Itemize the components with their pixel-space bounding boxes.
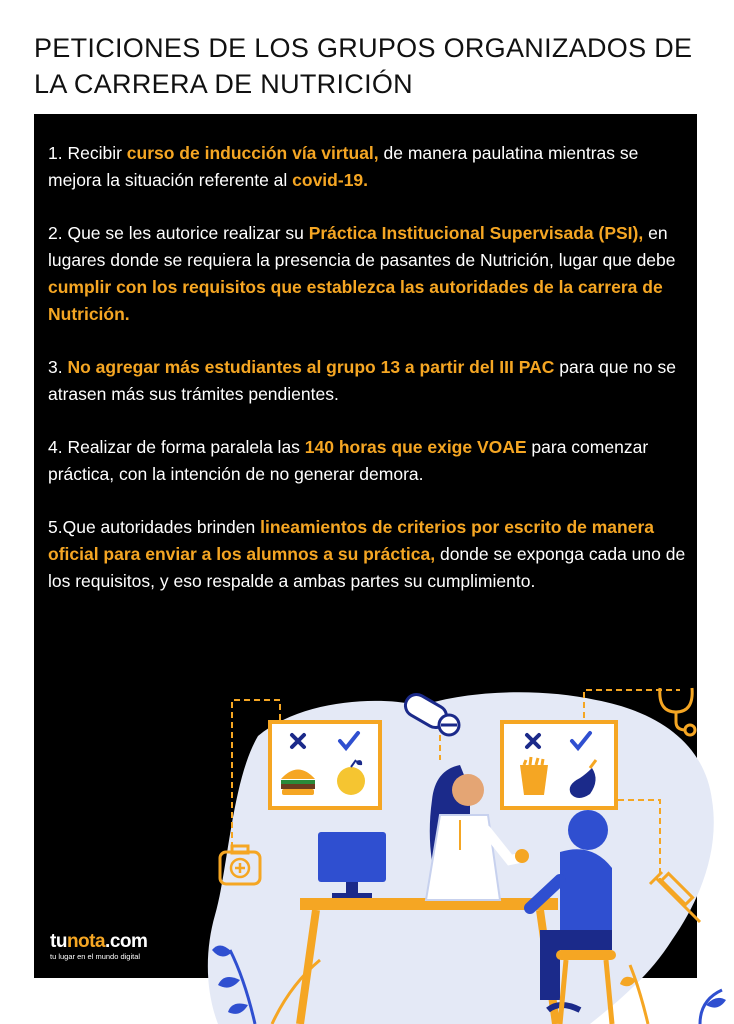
brand-name-accent: nota	[66, 931, 106, 952]
petition-highlight-text: Práctica Institucional Supervisada (PSI),	[308, 223, 644, 243]
petition-highlight-text: curso de inducción vía virtual,	[126, 143, 379, 163]
petition-highlight-text: lineamientos de criterios por escrito de manera oficial para enviar a los alumnos a su práctica,	[48, 517, 654, 564]
petition-text: en lugares donde se requiera la presencia de pasantes de Nutrición, lugar que debe	[48, 223, 676, 270]
petition-text: donde se exponga cada uno de los requisitos, y eso respalde a ambas partes su cumplimiento.	[48, 544, 686, 591]
petition-highlight-text: covid-19.	[292, 170, 369, 190]
brand-tagline: tu lugar en el mundo digital	[50, 952, 141, 961]
brand-name-prefix: tu	[50, 931, 67, 952]
page-title: PETICIONES DE LOS GRUPOS ORGANIZADOS DE LA CARRERA DE NUTRICIÓN	[34, 33, 693, 99]
petition-text: para que no se atrasen más sus trámites pendientes.	[48, 357, 676, 404]
petition-highlight-text: 140 horas que exige VOAE	[304, 437, 527, 457]
brand-logo	[50, 932, 147, 962]
petition-text: 3.	[48, 357, 68, 377]
unhealthy-vs-healthy-card-right	[502, 722, 616, 808]
brand-name-suffix: .com	[105, 931, 148, 952]
petition-text: 5.Que autoridades brinden	[48, 517, 261, 537]
petition-text: 1. Recibir	[48, 143, 127, 163]
unhealthy-vs-healthy-card-left	[270, 722, 380, 808]
petition-text: 4. Realizar de forma paralela las	[48, 437, 305, 457]
petition-text: de manera paulatina mientras se mejora la situación referente al	[48, 143, 639, 190]
petition-text: para comenzar práctica, con la intención de no generar demora.	[48, 437, 649, 484]
petition-highlight-text: cumplir con los requisitos que establezca las autoridades de la carrera de Nutrición.	[48, 277, 663, 324]
petition-highlight-text: No agregar más estudiantes al grupo 13 a partir del III PAC	[67, 357, 555, 377]
petition-text: 2. Que se les autorice realizar su	[48, 223, 309, 243]
brand-name	[50, 932, 147, 952]
